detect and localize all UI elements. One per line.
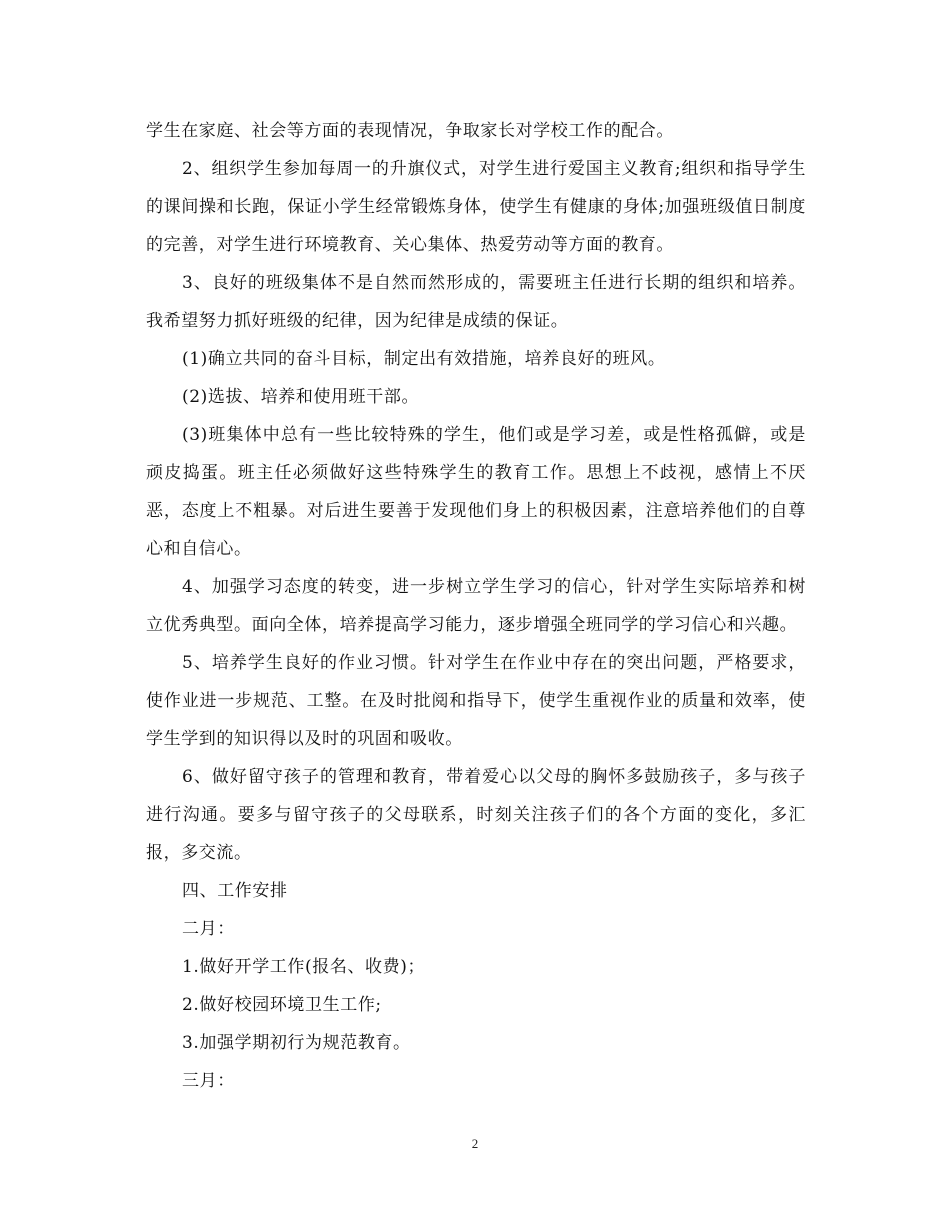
paragraph-subitem-3: (3)班集体中总有一些比较特殊的学生，他们或是学习差，或是性格孤僻，或是顽皮捣蛋。班主任必须做好这些特殊学生的教育工作。思想上不歧视，感情上不厌恶，态度上不粗暴。对后进生要善于发现他们身上的积极因素，注意培养他们的自尊心和自信心。	[146, 425, 806, 559]
page-content	[146, 112, 806, 1100]
paragraph-item-6: 6、做好留守孩子的管理和教育，带着爱心以父母的胸怀多鼓励孩子，多与孩子进行沟通。要多与留守孩子的父母联系，时刻关注孩子们的各个方面的变化，多汇报，多交流。	[146, 767, 806, 863]
paragraph-item-5: 5、培养学生良好的作业习惯。针对学生在作业中存在的突出问题，严格要求，使作业进一步规范、工整。在及时批阅和指导下，使学生重视作业的质量和效率，使学生学到的知识得以及时的巩固和吸收。	[146, 653, 806, 749]
paragraph-item-2: 2、组织学生参加每周一的升旗仪式，对学生进行爱国主义教育;组织和指导学生的课间操和长跑，保证小学生经常锻炼身体，使学生有健康的身体;加强班级值日制度的完善，对学生进行环境教育、关心集体、热爱劳动等方面的教育。	[146, 159, 806, 255]
paragraph-continuation: 学生在家庭、社会等方面的表现情况，争取家长对学校工作的配合。	[146, 121, 674, 141]
section-heading-work-schedule: 四、工作安排	[182, 881, 288, 901]
page-number: 2	[471, 1136, 479, 1151]
schedule-item-3: 3.加强学期初行为规范教育。	[182, 1033, 411, 1053]
paragraph-item-4: 4、加强学习态度的转变，进一步树立学生学习的信心，针对学生实际培养和树立优秀典型。面向全体，培养提高学习能力，逐步增强全班同学的学习信心和兴趣。	[146, 577, 806, 635]
paragraph-item-3: 3、良好的班级集体不是自然而然形成的，需要班主任进行长期的组织和培养。我希望努力抓好班级的纪律，因为纪律是成绩的保证。	[146, 273, 806, 331]
month-heading-february: 二月：	[182, 919, 235, 939]
month-heading-march: 三月：	[182, 1071, 235, 1091]
schedule-item-1: 1.做好开学工作(报名、收费)；	[182, 957, 426, 977]
paragraph-subitem-1: (1)确立共同的奋斗目标，制定出有效措施，培养良好的班风。	[182, 349, 666, 369]
schedule-item-2: 2.做好校园环境卫生工作;	[182, 995, 382, 1015]
paragraph-subitem-2: (2)选拔、培养和使用班干部。	[182, 387, 420, 407]
